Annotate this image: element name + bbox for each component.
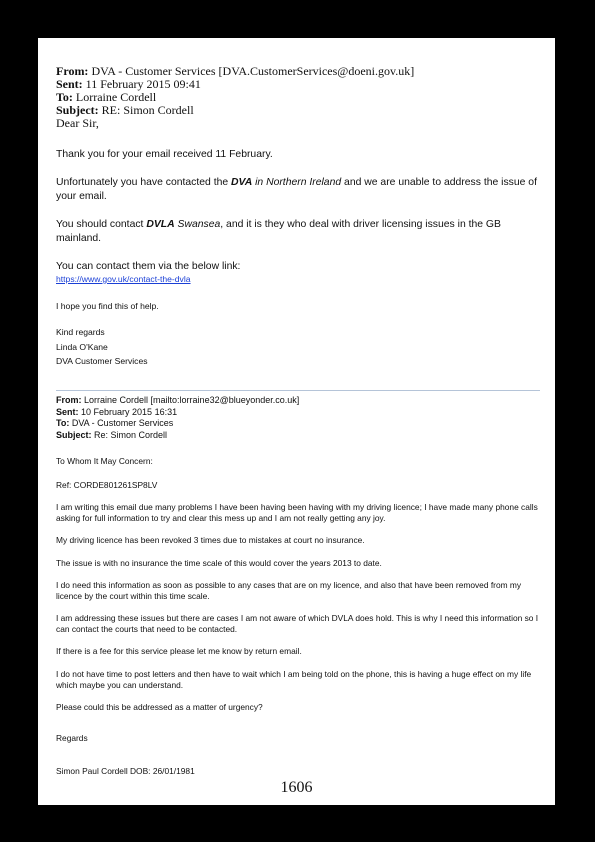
original-sent: Sent: 10 February 2015 16:31 (56, 406, 178, 417)
original-paragraph-5: I am addressing these issues but there are cases I am not aware of which DVLA does hold. This is why I need this information so I can contact the courts that need to be contacted. (56, 613, 539, 634)
reply-paragraph-1: Thank you for your email received 11 February. (56, 149, 273, 160)
original-from: From: Lorraine Cordell [mailto:lorraine32@blueyonder.co.uk] (56, 395, 300, 405)
original-paragraph-1: I am writing this email due many problems I have been having been having with my driving licence; I have made many phone calls asking for full information to try and clear this mess up and I am not really getting any joy. (56, 502, 538, 523)
original-paragraph-8: Please could this be addressed as a matter of urgency? (56, 702, 263, 712)
original-paragraph-6: If there is a fee for this service please let me know by return email. (56, 646, 302, 656)
reply-paragraph-3: You should contact DVLA Swansea, and it is they who deal with driver licensing issues in the GB mainland. (56, 219, 501, 244)
reply-paragraph-4: You can contact them via the below link: (56, 261, 241, 272)
original-subject: Subject: Re: Simon Cordell (56, 429, 168, 440)
reply-signature: Kind regards Linda O'Kane DVA Customer Services (56, 327, 148, 366)
email-divider (56, 390, 540, 391)
reply-from: From: DVA - Customer Services [DVA.CustomerServices@doeni.gov.uk] (56, 64, 415, 78)
original-paragraph-4: I do need this information as soon as possible to any cases that are on my licence, and also that have been removed from my licence by the court within this time scale. (56, 580, 522, 601)
dvla-contact-link[interactable]: https://www.gov.uk/contact-the-dvla (56, 274, 191, 284)
original-to: To: DVA - Customer Services (56, 418, 174, 428)
reply-sent: Sent: 11 February 2015 09:41 (56, 77, 201, 91)
reply-paragraph-2: Unfortunately you have contacted the DVA in Northern Ireland and we are unable to address the issue of your email. (56, 177, 537, 202)
document-page (38, 38, 555, 805)
page-number: 1606 (280, 779, 313, 796)
reply-header (56, 65, 543, 130)
reply-to: To: Lorraine Cordell (56, 90, 157, 104)
original-paragraph-2: My driving licence has been revoked 3 times due to mistakes at court no insurance. (56, 535, 365, 545)
original-header (56, 395, 543, 441)
original-ref: Ref: CORDE801261SP8LV (56, 480, 158, 490)
reply-paragraph-5: I hope you find this of help. (56, 301, 159, 311)
original-salutation: To Whom It May Concern: (56, 456, 153, 466)
reply-greeting: Dear Sir, (56, 116, 99, 130)
original-paragraph-7: I do not have time to post letters and then have to wait which I am being told on the phone, this is having a huge effect on my life which maybe you can understand. (56, 669, 532, 690)
original-signature: Simon Paul Cordell DOB: 26/01/1981 (56, 766, 195, 776)
reply-subject: Subject: RE: Simon Cordell (56, 103, 194, 117)
dvla-contact-link-wrap (56, 274, 543, 286)
original-regards: Regards (56, 733, 88, 743)
original-paragraph-3: The issue is with no insurance the time scale of this would cover the years 2013 to date. (56, 558, 382, 568)
